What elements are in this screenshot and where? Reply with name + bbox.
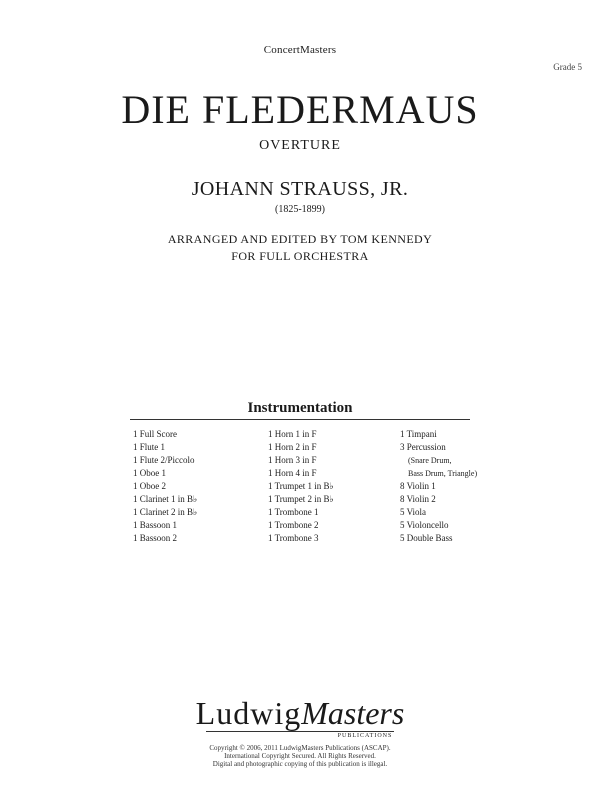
instrumentation-heading: Instrumentation [247, 400, 353, 416]
instrument-item: 1 Oboe 1 [133, 468, 166, 478]
instrument-subitem: Bass Drum, Triangle) [408, 469, 478, 478]
instrument-item: 1 Oboe 2 [133, 481, 166, 491]
publisher-logo-part1: Ludwig [195, 695, 302, 731]
instrument-item: 1 Clarinet 2 in B♭ [133, 507, 198, 517]
instrument-item: 5 Double Bass [400, 533, 453, 543]
series-name: ConcertMasters [263, 44, 337, 56]
composer-dates: (1825-1899) [275, 204, 325, 215]
instrumentation-column-3 [400, 428, 477, 545]
instrument-item: 1 Full Score [133, 429, 177, 439]
copyright-line: International Copyright Secured. All Rights Reserved. [224, 752, 376, 760]
instrument-item: 1 Timpani [400, 429, 437, 439]
page-title: DIE FLEDERMAUS [121, 87, 479, 132]
logo-divider [206, 731, 394, 732]
instrument-item: 8 Violin 1 [400, 481, 436, 491]
instrument-item: 1 Trombone 3 [268, 533, 319, 543]
instrument-item: 1 Trumpet 2 in B♭ [268, 494, 334, 504]
instrument-item: 1 Trombone 1 [268, 507, 319, 517]
instrument-item: 1 Trumpet 1 in B♭ [268, 481, 334, 491]
publisher-logo [0, 696, 600, 730]
instrument-item: 1 Bassoon 2 [133, 533, 178, 543]
arranger-credit: ARRANGED AND EDITED BY TOM KENNEDY [167, 232, 433, 246]
instrument-item: 1 Horn 4 in F [268, 468, 317, 478]
publisher-logo-part2: Masters [301, 695, 405, 731]
composer-name: JOHANN STRAUSS, JR. [191, 178, 409, 200]
instrument-item: 1 Horn 2 in F [268, 442, 317, 452]
instrument-item: 1 Flute 1 [133, 442, 166, 452]
instrument-item: 1 Trombone 2 [268, 520, 319, 530]
instrument-subitem: (Snare Drum, [408, 456, 452, 465]
copyright-line: Digital and photographic copying of this publication is illegal. [212, 760, 388, 768]
instrument-item: 1 Bassoon 1 [133, 520, 178, 530]
instrument-item: 3 Percussion [400, 442, 446, 452]
copyright-line: Copyright © 2006, 2011 LudwigMasters Publications (ASCAP). [209, 744, 391, 752]
instrumentation-divider [130, 419, 470, 420]
instrument-item: 5 Viola [400, 507, 427, 517]
instrument-item: 5 Violoncello [400, 520, 449, 530]
instrument-item: 1 Flute 2/Piccolo [133, 455, 195, 465]
instrument-item: 1 Clarinet 1 in B♭ [133, 494, 198, 504]
orchestra-credit: FOR FULL ORCHESTRA [231, 249, 369, 263]
publisher-tagline: PUBLICATIONS [337, 733, 393, 739]
instrument-item: 8 Violin 2 [400, 494, 436, 504]
instrumentation-column-1 [133, 428, 197, 545]
grade-label: Grade 5 [553, 62, 582, 72]
page-subtitle: OVERTURE [259, 138, 341, 153]
instrument-item: 1 Horn 1 in F [268, 429, 317, 439]
instrument-item: 1 Horn 3 in F [268, 455, 317, 465]
instrumentation-column-2 [268, 428, 334, 545]
